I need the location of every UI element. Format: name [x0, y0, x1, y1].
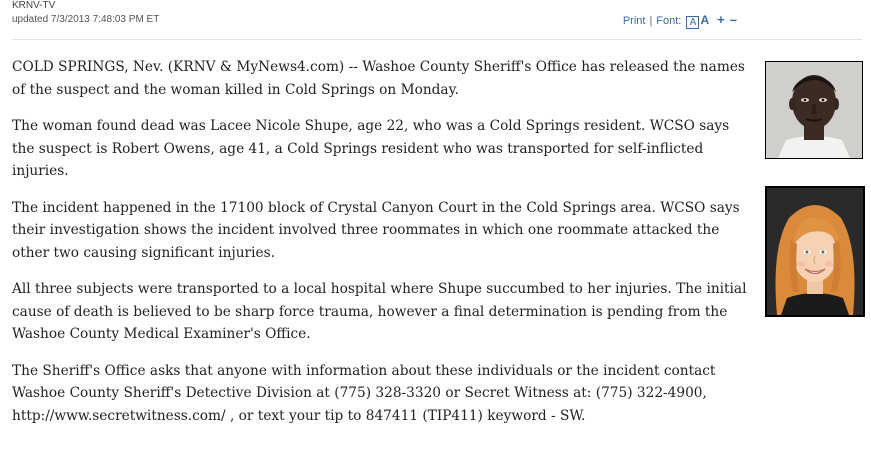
victim-photo — [765, 186, 865, 317]
article-tools — [623, 13, 737, 29]
print-link[interactable]: Print — [622, 15, 646, 27]
source-label: KRNV-TV — [12, 0, 56, 11]
article-paragraph: COLD SPRINGS, Nev. (KRNV & MyNews4.com) -- Washoe County Sheriff's Office has released the names of the suspect and the woman killed in Cold Springs on Monday. — [12, 59, 745, 98]
font-reset-icon[interactable]: A — [686, 16, 699, 29]
suspect-photo — [765, 61, 863, 159]
article-body — [12, 56, 747, 441]
font-decrease-button[interactable]: – — [729, 12, 737, 27]
font-label: Font: — [656, 15, 682, 27]
tools-separator: | — [649, 15, 653, 27]
article-paragraph: All three subjects were transported to a local hospital where Shupe succumbed to her injuries. The initial cause of death is believed to be sharp force trauma, however a final determination is pending from the Washoe County Medical Examiner's Office. — [12, 281, 747, 342]
updated-timestamp: updated 7/3/2013 7:48:03 PM ET — [12, 14, 160, 25]
article-header — [12, 0, 862, 30]
font-size-icon[interactable]: A — [700, 13, 710, 27]
article-paragraph: The woman found dead was Lacee Nicole Shupe, age 22, who was a Cold Springs resident. WCSO says the suspect is Robert Owens, age 41, a Cold Springs resident who was transported for self-inflicted injuries. — [12, 118, 730, 179]
article-paragraph: The incident happened in the 17100 block of Crystal Canyon Court in the Cold Springs area. WCSO says their investigation shows the incident involved three roommates in which one roommate attacked the other two causing significant injuries. — [12, 199, 740, 261]
portrait-image — [767, 188, 863, 315]
font-increase-button[interactable]: + — [717, 12, 725, 27]
header-divider — [12, 39, 862, 40]
article-paragraph: The Sheriff's Office asks that anyone with information about these individuals or the incident contact Washoe County Sheriff's Detective Division at (775) 328-3320 or Secret Witness at: (775) 322-4900, http://www.secretwitness.com/ , or text your tip to 847411 (TIP411) keyword - SW. — [12, 362, 716, 424]
mugshot-image — [766, 62, 862, 158]
